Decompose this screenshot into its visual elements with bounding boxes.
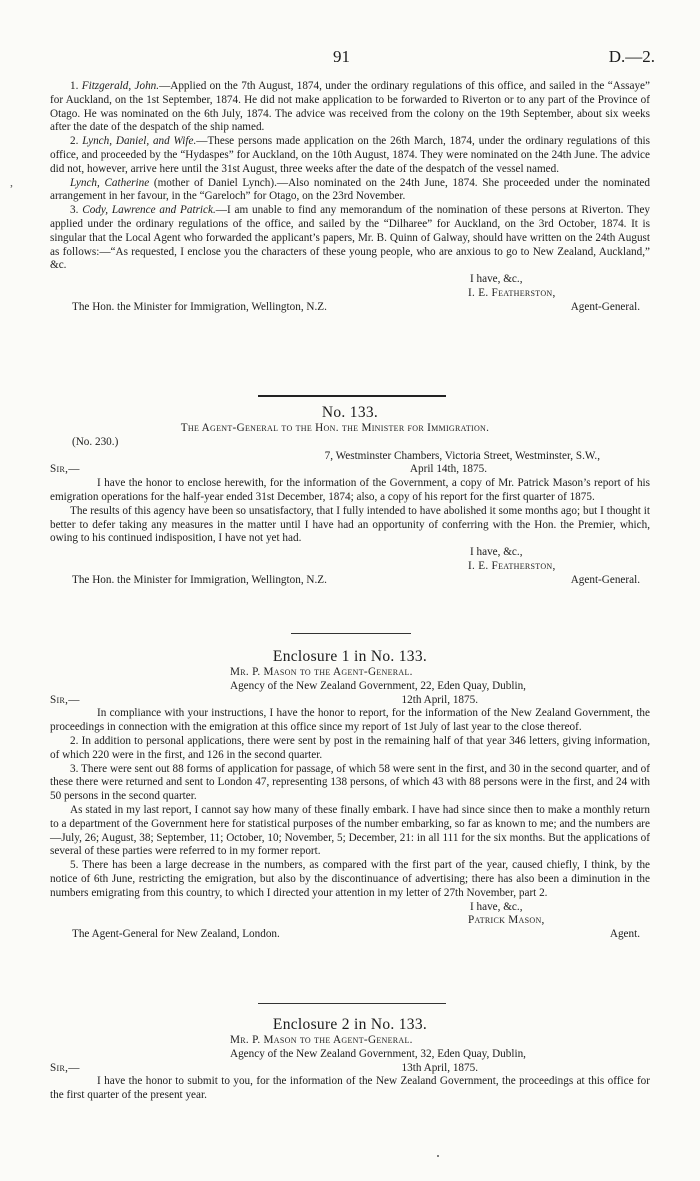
signature-block [50,287,650,301]
signatory-name: Patrick Mason, [468,914,545,927]
salutation: Sir,— [50,1061,80,1074]
closing: I have, &c., [470,273,523,286]
paragraph: I have the honor to submit to you, for the information of the New Zealand Government, the proceedings at this office for the first quarter of the present year. [50,1075,650,1102]
signatory-title: Agent-General. [570,300,640,313]
signature-block [50,914,650,928]
italic-name: Fitzgerald, John. [81,80,160,92]
letter-date: April 14th, 1875. [409,463,487,476]
salutation-line [50,463,650,477]
paragraph: In compliance with your instructions, I have the honor to report, for the information of the New Zealand Government, the proceedings in connection with the emigration at this office since my report of 1st July of last year to the close thereof. [50,707,650,734]
ink-dot [437,1155,439,1157]
salutation: Sir,— [50,693,80,706]
letter-date: 13th April, 1875. [401,1061,478,1074]
addressee: The Hon. the Minister for Immigration, Wellington, N.Z. [72,573,327,586]
text-run: 3. [70,204,83,217]
section-enclosure-2 [50,1016,650,1103]
signatory-name: I. E. Featherston, [468,559,556,572]
salutation: Sir,— [50,463,80,476]
section-divider [258,1003,446,1004]
paragraph: As stated in my last report, I cannot say how many of these finally embark. I have had since since then to make a monthly return to a department of the Government here for statistical purposes of the number embarking, so far as known to me; and the numbers are—July, 26; August, 38; September, 11; October, 10; November, 5; December, 21: in all 111 for the six months. But the applications of several of these parties were referred to in my former report. [50,803,650,858]
paragraph [50,177,650,205]
text-run: (mother of Daniel Lynch).—Also nominated on the 24th June, 1874. She proceeded under the nominated arrangement in her favour, in the “Gareloch” for Otago, on the 23rd November. [50,176,650,203]
margin-mark: , [10,175,13,189]
paragraph: 2. In addition to personal applications, there were sent by post in the remaining half of that year 346 letters, giving information, of which 220 were in the first, and 126 in the second quarter. [50,734,650,761]
section-divider [291,633,411,634]
signatory-name: I. E. Featherston, [468,286,556,299]
text-run: —Applied on the 7th August, 1874, under the ordinary regulations of this office, and sailed in the “Assaye” for Auckland, on the 1st September, 1874. He did not make application to be forwarded to Riverton or to any part of the Province of Otago. He was nominated on the 6th July, 1874. The advice was received from the colony on the 19th September, about six weeks after the date of the despatch of the ship named. [50,80,650,134]
paragraph: 5. There has been a large decrease in the numbers, as compared with the first part of the year, caused chiefly, I think, by the notice of 6th June, restricting the emigration, but also by the discontinuance of advertising; there has also been a diminution in the numbers emigrating from this country, to which I directed your attention in my letter of 27th November, part 2. [50,859,650,899]
letter-subtitle: Mr. P. Mason to the Agent-General. [230,1034,413,1046]
text-run: 2. [70,135,83,148]
addressee: The Hon. the Minister for Immigration, Wellington, N.Z. [72,300,327,313]
italic-name: Cody, Lawrence and Patrick. [82,204,216,217]
paragraph [50,135,650,176]
italic-name: Lynch, Catherine [70,176,150,189]
sender-address: Agency of the New Zealand Government, 22, Eden Quay, Dublin, [230,679,526,692]
sender-address: Agency of the New Zealand Government, 32, Eden Quay, Dublin, [230,1047,526,1060]
session-reference: D.—2. [608,47,655,66]
salutation-line [50,1062,650,1076]
letter-subtitle: The Agent-General to the Hon. the Minister for Immigration. [180,422,490,434]
enclosure-title: Enclosure 1 in No. 133. [272,648,428,665]
paragraph: I have the honor to enclose herewith, for the information of the Government, a copy of Mr. Patrick Mason’s report of his emigration operations for the half-year ended 31st December, 1874; also, a copy of his report for the first quarter of 1875. [50,477,650,503]
italic-name: Lynch, Daniel, and Wife. [82,135,197,148]
signatory-title: Agent-General. [570,573,640,586]
closing: I have, &c., [470,546,523,559]
text-run: —I am unable to find any memorandum of the nomination of these persons at Riverton. They applied under the ordinary regulations of the office, and sailed by the “Dilharee” for Auckland, on the 3rd October, 1874. It is singular that the Local Agent who forwarded the applicant’s papers, Mr. B. Quinn of Galway, should have written on the 24th August as follows:—“As requested, I enclose you the characters of these young people, who are anxious to go to New Zealand, Auckland,” &c. [50,204,651,272]
paragraph [50,204,650,273]
section-enclosure-1 [50,648,650,942]
page-number: 91 [333,47,350,66]
section-no-133 [50,404,650,588]
text-run: 1. [70,80,82,92]
text-run: —These persons made application on the 26th March, 1874, under the ordinary regulations of this office, and proceeded by the “Hydaspes” for Auckland, on the 10th August, 1874. They were nominated on the 24th June. The advice did not, however, arrive here until the 31st August, three weeks after the date of the despatch of the vessel named. [50,135,651,175]
letter-subtitle: Mr. P. Mason to the Agent-General. [230,666,413,678]
salutation-line [50,694,650,708]
closing: I have, &c., [470,900,523,913]
reference-number: (No. 230.) [72,435,119,448]
addressee: The Agent-General for New Zealand, London. [72,928,280,941]
document-number: No. 133. [321,404,379,421]
signature-block [50,560,650,574]
paragraph: The results of this agency have been so unsatisfactory, that I fully intended to have abolished it some months ago; but I thought it better to defer taking any measures in the matter until I have had an opportunity of conferring with the Hon. the Premier, which, owing to his continued indisposition, I have not yet had. [50,504,650,545]
paragraph: 3. There were sent out 88 forms of application for passage, of which 58 were sent in the first, and 30 in the second quarter, and of these there were returned and sent to London 47, representing 138 persons, of which 43 with 88 persons were in the first, and 24 with 50 persons in the second quarter. [50,762,650,803]
letter-date: 12th April, 1875. [401,693,478,706]
addressee-line [50,574,650,588]
section-nominations [50,80,650,315]
enclosure-title: Enclosure 2 in No. 133. [272,1016,428,1033]
paragraph [50,80,650,135]
addressee-line [50,928,650,942]
signatory-title: Agent. [609,928,640,941]
section-divider [258,395,446,397]
addressee-line [50,301,650,315]
sender-address: 7, Westminster Chambers, Victoria Street, Westminster, S.W., [324,449,600,462]
